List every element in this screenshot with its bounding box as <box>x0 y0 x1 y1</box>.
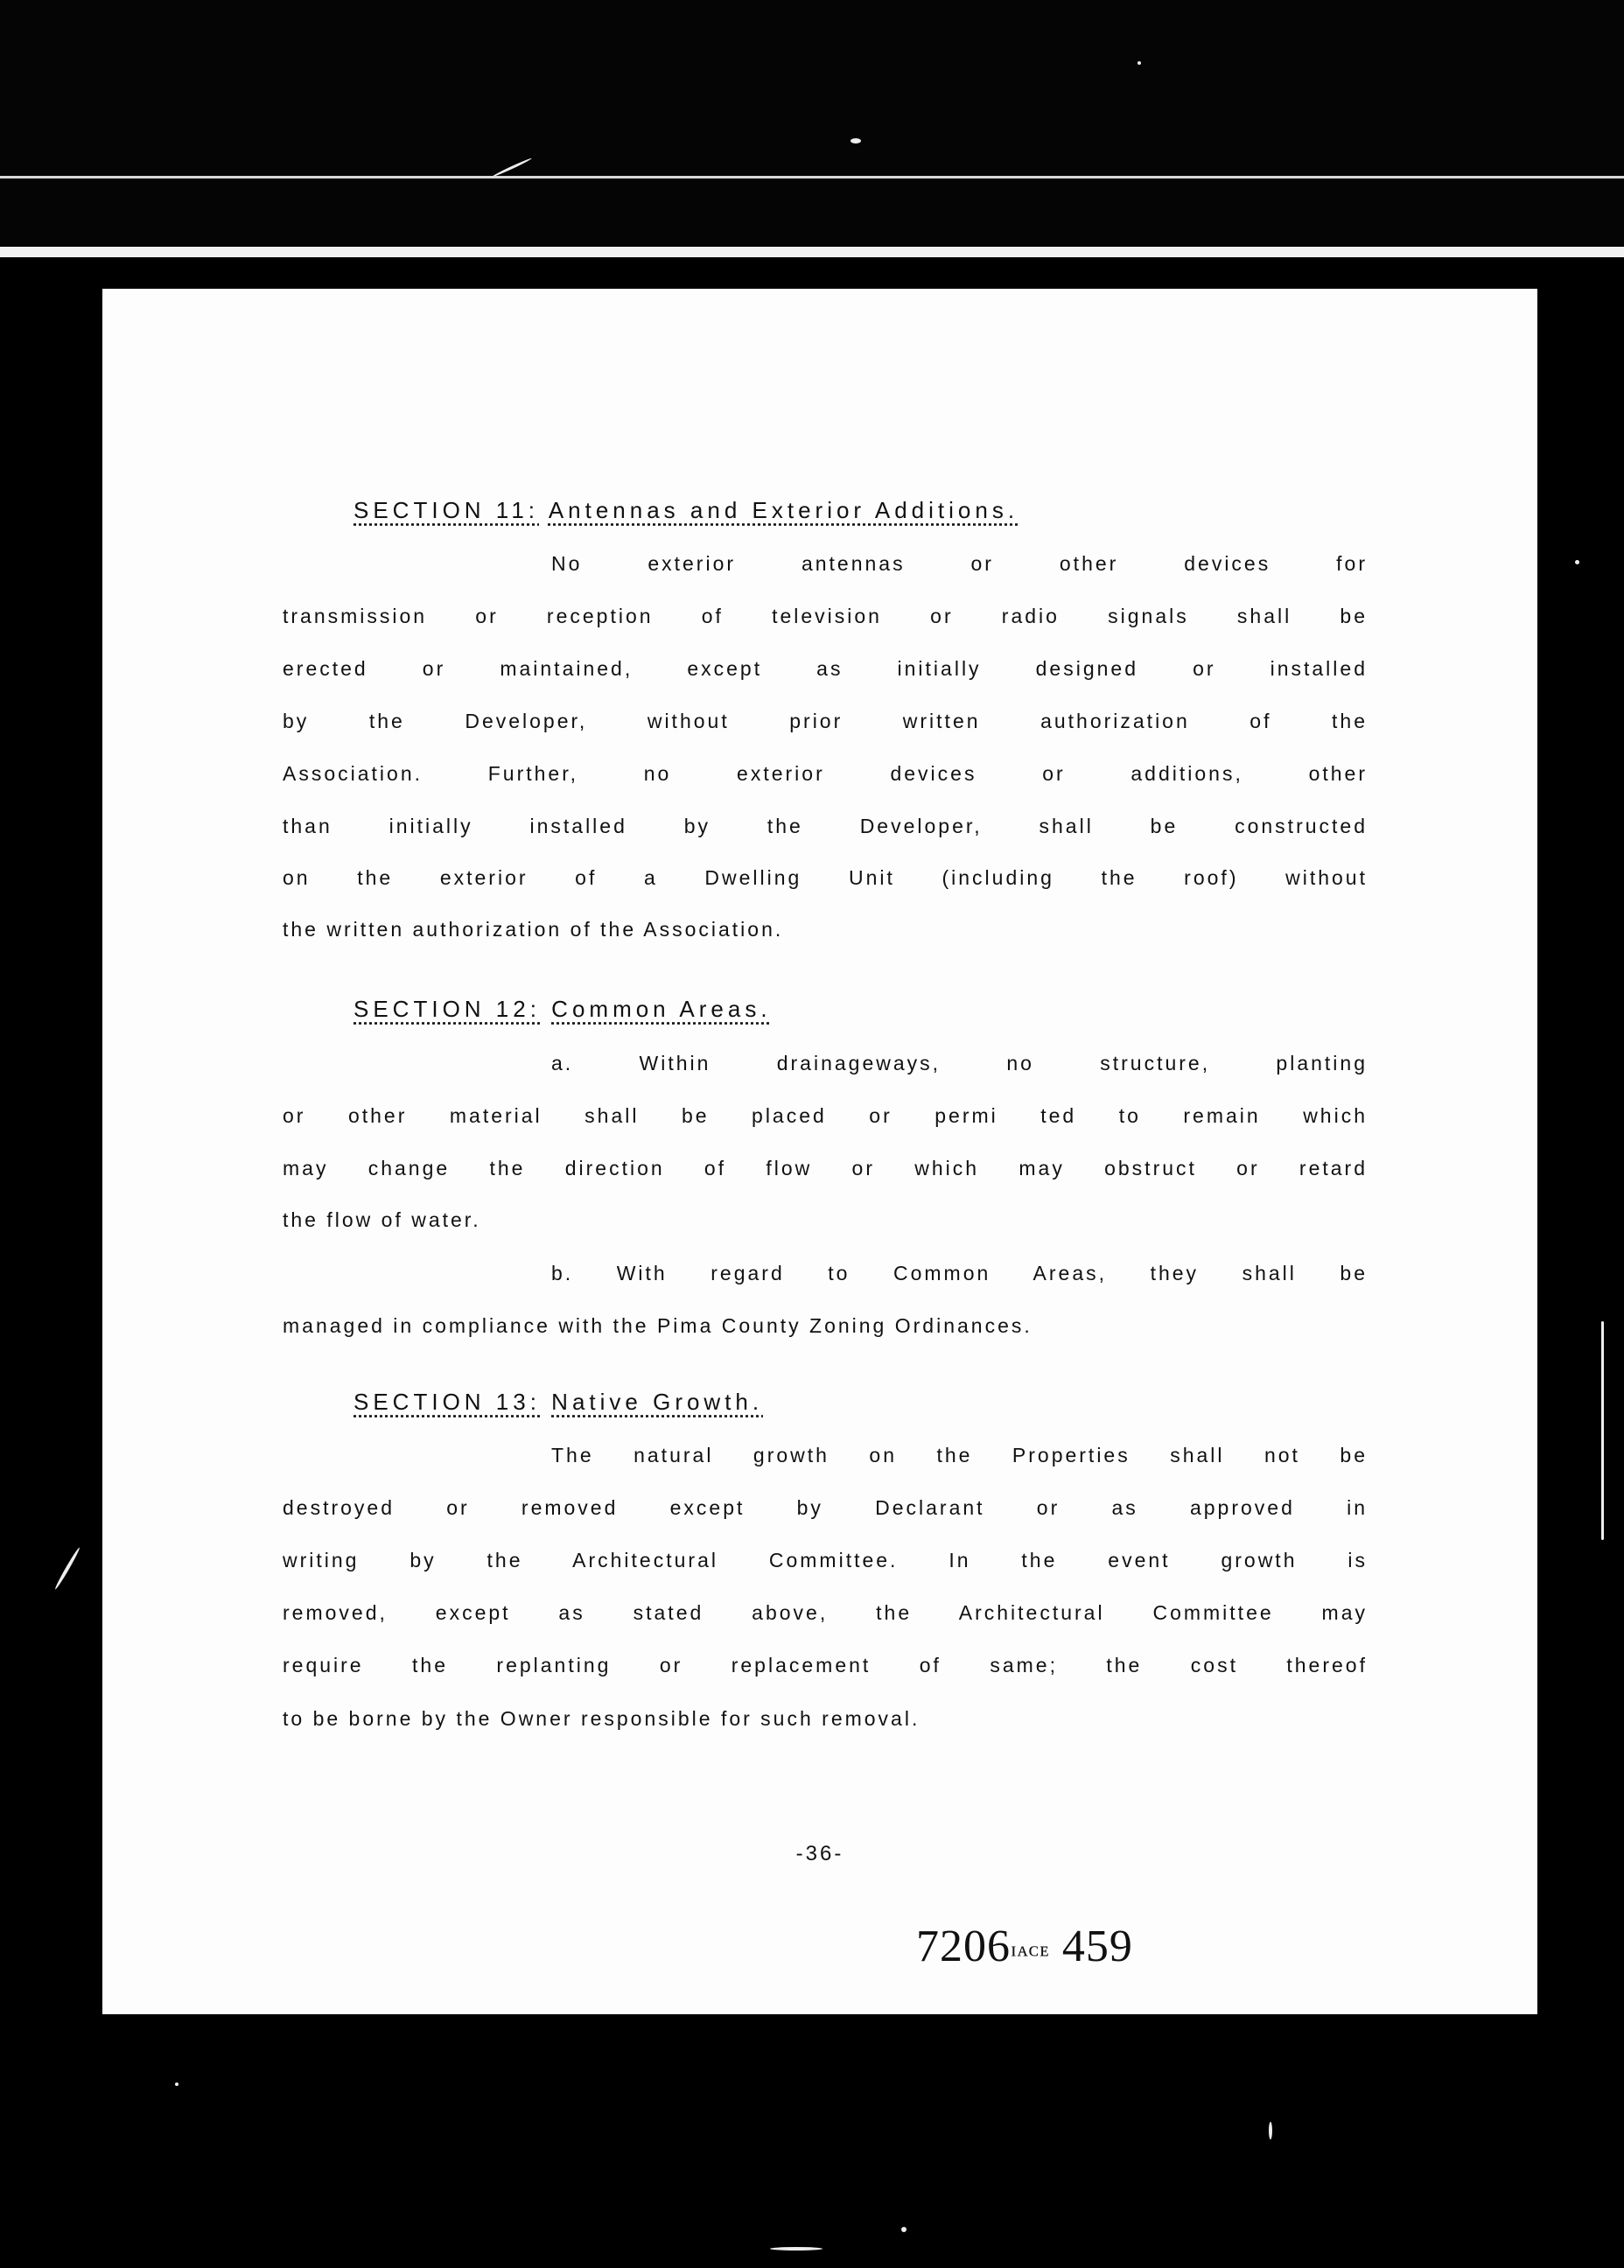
section-11-heading <box>354 497 1018 524</box>
scan-speck <box>54 1547 81 1591</box>
docket-number: 7206 <box>916 1922 1011 1971</box>
section-title: Antennas and Exterior Additions. <box>548 497 1019 523</box>
body-line: transmission or reception of television or radio signals shall be <box>283 605 1368 627</box>
docket-mark: ɪᴀᴄᴇ <box>1011 1938 1050 1962</box>
section-13-heading <box>354 1389 763 1416</box>
body-line: No exterior antennas or other devices for <box>551 552 1368 575</box>
section-title: Native Growth. <box>551 1389 764 1415</box>
body-line: a. Within drainageways, no structure, planting <box>551 1052 1368 1074</box>
section-title: Common Areas. <box>551 996 772 1022</box>
scan-speck <box>850 138 861 144</box>
scan-speck <box>1575 560 1579 564</box>
body-line: Association. Further, no exterior devices or additions, other <box>283 762 1368 785</box>
scan-speck <box>1269 2122 1272 2139</box>
body-line: the written authorization of the Association. <box>283 918 784 941</box>
section-number: SECTION 12: <box>354 996 541 1022</box>
body-line: to be borne by the Owner responsible for such removal. <box>283 1707 920 1730</box>
scan-rule-line <box>0 176 1624 178</box>
section-12-heading <box>354 996 772 1023</box>
section-number: SECTION 13: <box>354 1389 541 1415</box>
page-number: -36- <box>795 1842 844 1866</box>
document-page <box>102 289 1537 2014</box>
body-line: may change the direction of flow or which may obstruct or retard <box>283 1157 1368 1180</box>
docket-page: 459 <box>1061 1922 1133 1971</box>
scan-speck <box>901 2227 906 2232</box>
body-line: destroyed or removed except by Declarant or as approved in <box>283 1496 1368 1519</box>
body-line: by the Developer, without prior written authorization of the <box>283 710 1368 732</box>
scan-page-edge <box>0 247 1624 257</box>
body-line: b. With regard to Common Areas, they shall be <box>551 1262 1368 1284</box>
scan-speck <box>770 2247 822 2250</box>
body-line: removed, except as stated above, the Architectural Committee may <box>283 1601 1368 1624</box>
section-number: SECTION 11: <box>354 497 540 523</box>
body-line: The natural growth on the Properties shall not be <box>551 1444 1368 1466</box>
body-line: or other material shall be placed or permi ted to remain which <box>283 1104 1368 1127</box>
body-line: managed in compliance with the Pima County Zoning Ordinances. <box>283 1314 1032 1337</box>
body-line: the flow of water. <box>283 1208 481 1231</box>
scan-top-margin <box>0 0 1624 249</box>
recording-stamp <box>916 1921 1133 1972</box>
scan-speck <box>1601 1321 1604 1540</box>
body-line: require the replanting or replacement of same; the cost thereof <box>283 1654 1368 1676</box>
body-line: than initially installed by the Developer, shall be constructed <box>283 815 1368 837</box>
body-line: on the exterior of a Dwelling Unit (including the roof) without <box>283 866 1368 889</box>
body-line: erected or maintained, except as initially designed or installed <box>283 657 1368 680</box>
body-line: writing by the Architectural Committee. In the event growth is <box>283 1549 1368 1572</box>
scan-speck <box>1138 61 1141 65</box>
scan-speck <box>175 2082 178 2086</box>
